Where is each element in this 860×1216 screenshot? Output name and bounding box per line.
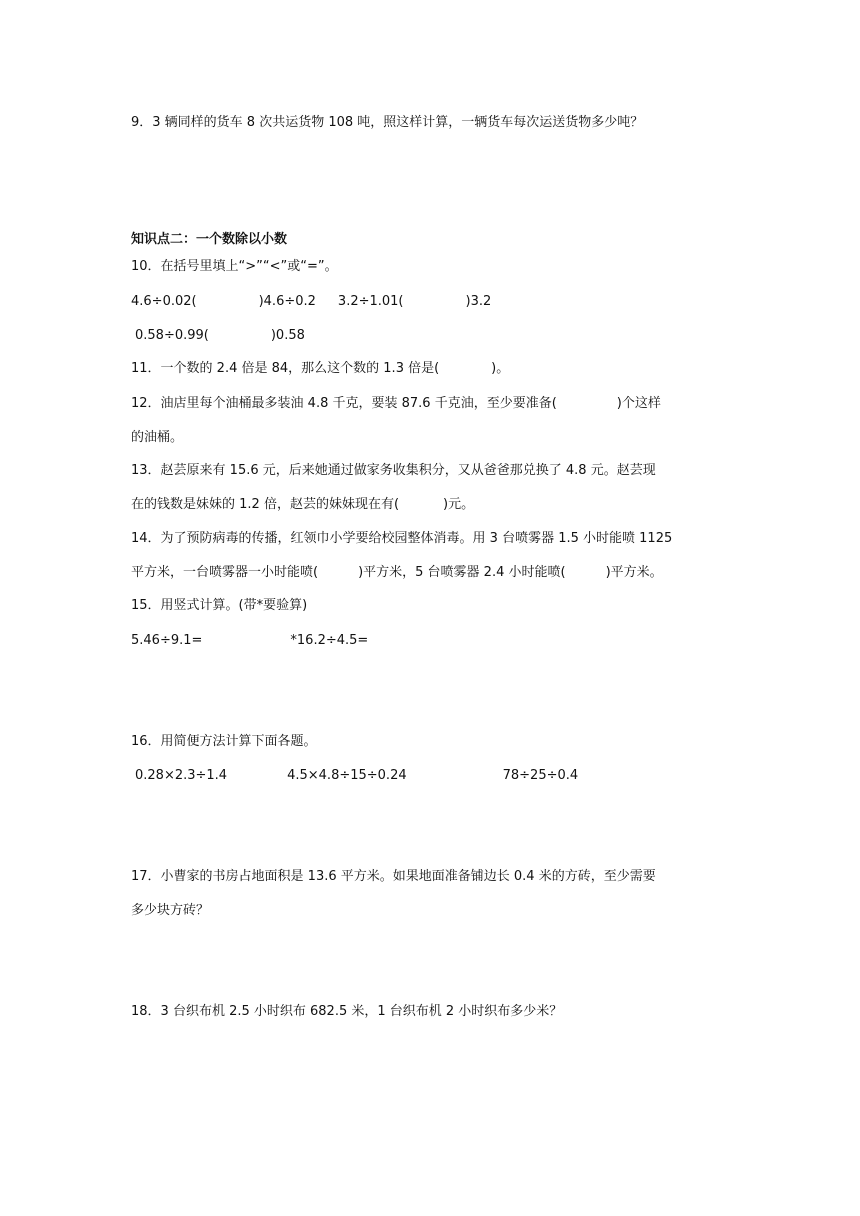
question-17-line-2: 多少块方砖？	[131, 903, 210, 918]
section-heading: 知识点二：一个数除以小数	[131, 232, 288, 247]
compare-a-left: 4.6÷0.02(	[131, 294, 197, 309]
question-12-line-2: 的油桶。	[131, 430, 184, 445]
question-12-text: 12．油店里每个油桶最多装油 4.8 千克，要装 87.6 千克油，至少要准备(	[131, 396, 557, 411]
question-10-row-1	[131, 293, 491, 311]
calc-expression-1: 5.46÷9.1=	[131, 633, 203, 648]
compare-b-left: 3.2÷1.01(	[337, 294, 404, 309]
question-14-line-2	[131, 564, 663, 582]
question-14-text-c: )平方米。	[605, 565, 663, 580]
question-16-row	[135, 767, 578, 785]
question-15-row	[131, 632, 368, 650]
question-12-end: )个这样	[616, 396, 661, 411]
compare-a-right: )4.6÷0.2	[258, 294, 316, 309]
question-18: 18．3 台织布机 2.5 小时织布 682.5 米，1 台织布机 2 小时织布多少米？	[131, 1004, 563, 1019]
question-10-row-2	[135, 327, 305, 345]
question-14-line-1: 14．为了预防病毒的传播，红领巾小学要给校园整体消毒。用 3 台喷雾器 1.5 小时能喷 1125	[131, 531, 673, 546]
compare-c-right: )0.58	[270, 328, 305, 343]
question-10-stem: 10．在括号里填上“>”“<”或“=”。	[131, 259, 338, 274]
question-13-line-2	[131, 496, 474, 514]
question-13-end: )元。	[443, 497, 475, 512]
question-13-text: 在的钱数是妹妹的 1.2 倍，赵芸的妹妹现在有(	[131, 497, 400, 512]
question-11-end: )。	[491, 361, 510, 376]
simplify-expression-3: 78÷25÷0.4	[502, 768, 579, 783]
question-12-line-1	[131, 395, 661, 413]
question-11	[131, 360, 509, 378]
question-14-text-a: 平方米，一台喷雾器一小时能喷(	[131, 565, 319, 580]
compare-c-left: 0.58÷0.99(	[135, 328, 209, 343]
question-15-stem: 15．用竖式计算。(带*要验算)	[131, 598, 308, 613]
calc-expression-2: *16.2÷4.5=	[290, 633, 369, 648]
question-14-text-b: )平方米，5 台喷雾器 2.4 小时能喷(	[358, 565, 566, 580]
question-13-line-1: 13．赵芸原来有 15.6 元，后来她通过做家务收集积分，又从爸爸那兑换了 4.8 元。赵芸现	[131, 463, 656, 478]
question-16-stem: 16．用简便方法计算下面各题。	[131, 734, 317, 749]
simplify-expression-1: 0.28×2.3÷1.4	[135, 768, 228, 783]
question-11-text: 11．一个数的 2.4 倍是 84，那么这个数的 1.3 倍是(	[131, 361, 440, 376]
question-9: 9．3 辆同样的货车 8 次共运货物 108 吨，照这样计算，一辆货车每次运送货物多少吨？	[131, 115, 644, 130]
simplify-expression-2: 4.5×4.8÷15÷0.24	[287, 768, 407, 783]
compare-b-right: )3.2	[465, 294, 492, 309]
question-17-line-1: 17．小曹家的书房占地面积是 13.6 平方米。如果地面准备铺边长 0.4 米的方砖，至少需要	[131, 869, 656, 884]
